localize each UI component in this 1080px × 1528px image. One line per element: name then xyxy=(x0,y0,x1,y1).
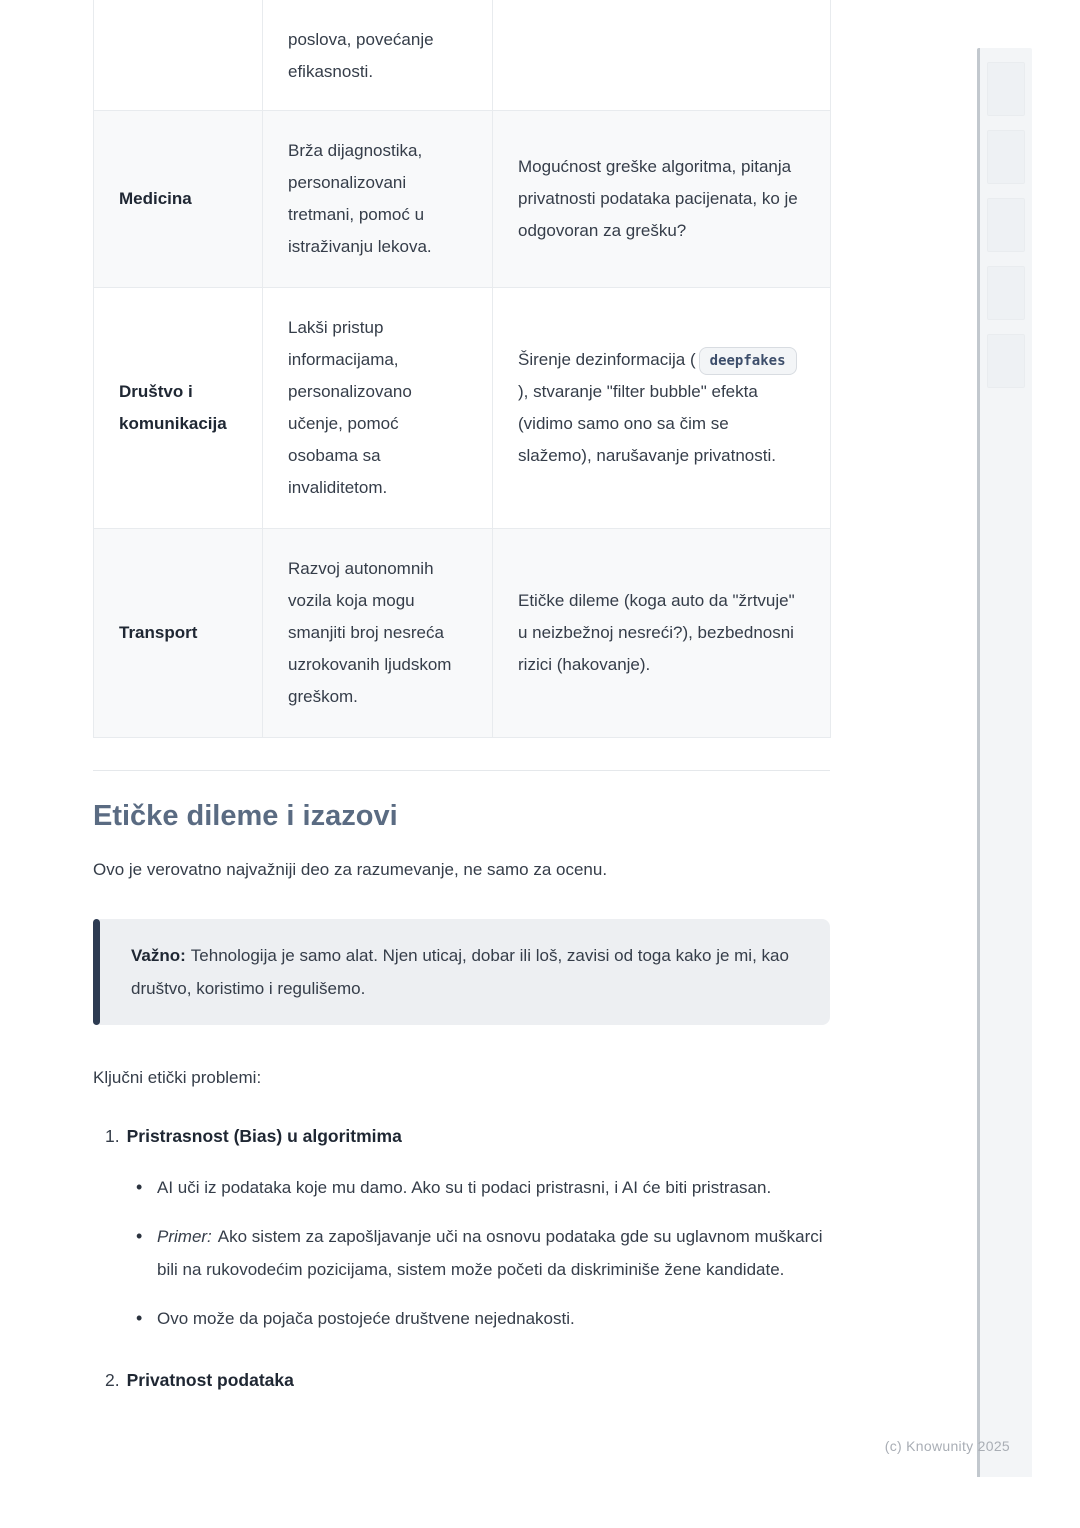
important-callout xyxy=(93,919,830,1025)
section-divider xyxy=(93,770,830,771)
list-intro: Ključni etički problemi: xyxy=(93,1068,262,1087)
risks-text-post: ), stvaranje "filter bubble" efekta (vidimo samo ono sa čim se slažemo), narušavanje privatnosti. xyxy=(518,382,776,465)
item-number: 2. xyxy=(105,1370,120,1390)
bullet-item xyxy=(157,1220,830,1286)
table-row xyxy=(94,529,831,738)
item-number: 1. xyxy=(105,1126,120,1146)
inline-code-deepfakes: deepfakes xyxy=(699,347,797,375)
numbered-item-1 xyxy=(93,1123,830,1149)
page-thumbnail[interactable] xyxy=(987,62,1025,116)
table-cell-risks xyxy=(493,288,831,529)
page-thumbnail[interactable] xyxy=(987,130,1025,184)
bullet-text: Ovo može da pojača postojeće društvene nejednakosti. xyxy=(157,1309,575,1328)
table-cell-benefits: poslova, povećanje efikasnosti. xyxy=(263,0,493,111)
page-thumbnail[interactable] xyxy=(987,198,1025,252)
copyright-notice: (c) Knowunity 2025 xyxy=(884,1438,1010,1454)
impact-table xyxy=(93,0,831,738)
table-row xyxy=(94,111,831,288)
bullet-item xyxy=(157,1302,830,1335)
bullet-list xyxy=(93,1171,830,1335)
table-cell-domain xyxy=(94,0,263,111)
callout-label: Važno: xyxy=(131,946,186,965)
document-page xyxy=(93,0,830,1393)
table-cell-risks: Etičke dileme (koga auto da "žrtvuje" u neizbežnoj nesreći?), bezbednosni rizici (hakovanje). xyxy=(493,529,831,738)
table-cell-risks: Mogućnost greške algoritma, pitanja privatnosti podataka pacijenata, ko je odgovoran za grešku? xyxy=(493,111,831,288)
table-cell-domain: Društvo i komunikacija xyxy=(94,288,263,529)
table-cell-domain: Medicina xyxy=(94,111,263,288)
item-title: Privatnost podataka xyxy=(126,1370,294,1390)
page-thumbnail[interactable] xyxy=(987,266,1025,320)
page-scrollbar-strip[interactable] xyxy=(977,48,1032,1477)
section-intro: Ovo je verovatno najvažniji deo za razumevanje, ne samo za ocenu. xyxy=(93,860,608,879)
table-cell-benefits: Brža dijagnostika, personalizovani tretmani, pomoć u istraživanju lekova. xyxy=(263,111,493,288)
table-row xyxy=(94,288,831,529)
table-row xyxy=(94,0,831,111)
risks-text-pre: Širenje dezinformacija ( xyxy=(518,350,696,369)
bullet-lead-italic: Primer: xyxy=(157,1227,212,1246)
callout-text: Tehnologija je samo alat. Njen uticaj, dobar ili loš, zavisi od toga kako je mi, kao društvo, koristimo i regulišemo. xyxy=(131,946,789,998)
bullet-text: Ako sistem za zapošljavanje uči na osnovu podataka gde su uglavnom muškarci bili na rukovodećim pozicijama, sistem može početi da diskriminiše žene kandidate. xyxy=(157,1227,823,1279)
table-cell-benefits: Razvoj autonomnih vozila koja mogu smanjiti broj nesreća uzrokovanih ljudskom greškom. xyxy=(263,529,493,738)
table-cell-domain: Transport xyxy=(94,529,263,738)
numbered-item-2 xyxy=(93,1367,830,1393)
table-cell-benefits: Lakši pristup informacijama, personalizovano učenje, pomoć osobama sa invaliditetom. xyxy=(263,288,493,529)
bullet-item xyxy=(157,1171,830,1204)
section-heading: Etičke dileme i izazovi xyxy=(93,800,398,832)
page-thumbnail[interactable] xyxy=(987,334,1025,388)
bullet-text: AI uči iz podataka koje mu damo. Ako su ti podaci pristrasni, i AI će biti pristrasan. xyxy=(157,1178,772,1197)
table-cell-risks xyxy=(493,0,831,111)
item-title: Pristrasnost (Bias) u algoritmima xyxy=(126,1126,402,1146)
